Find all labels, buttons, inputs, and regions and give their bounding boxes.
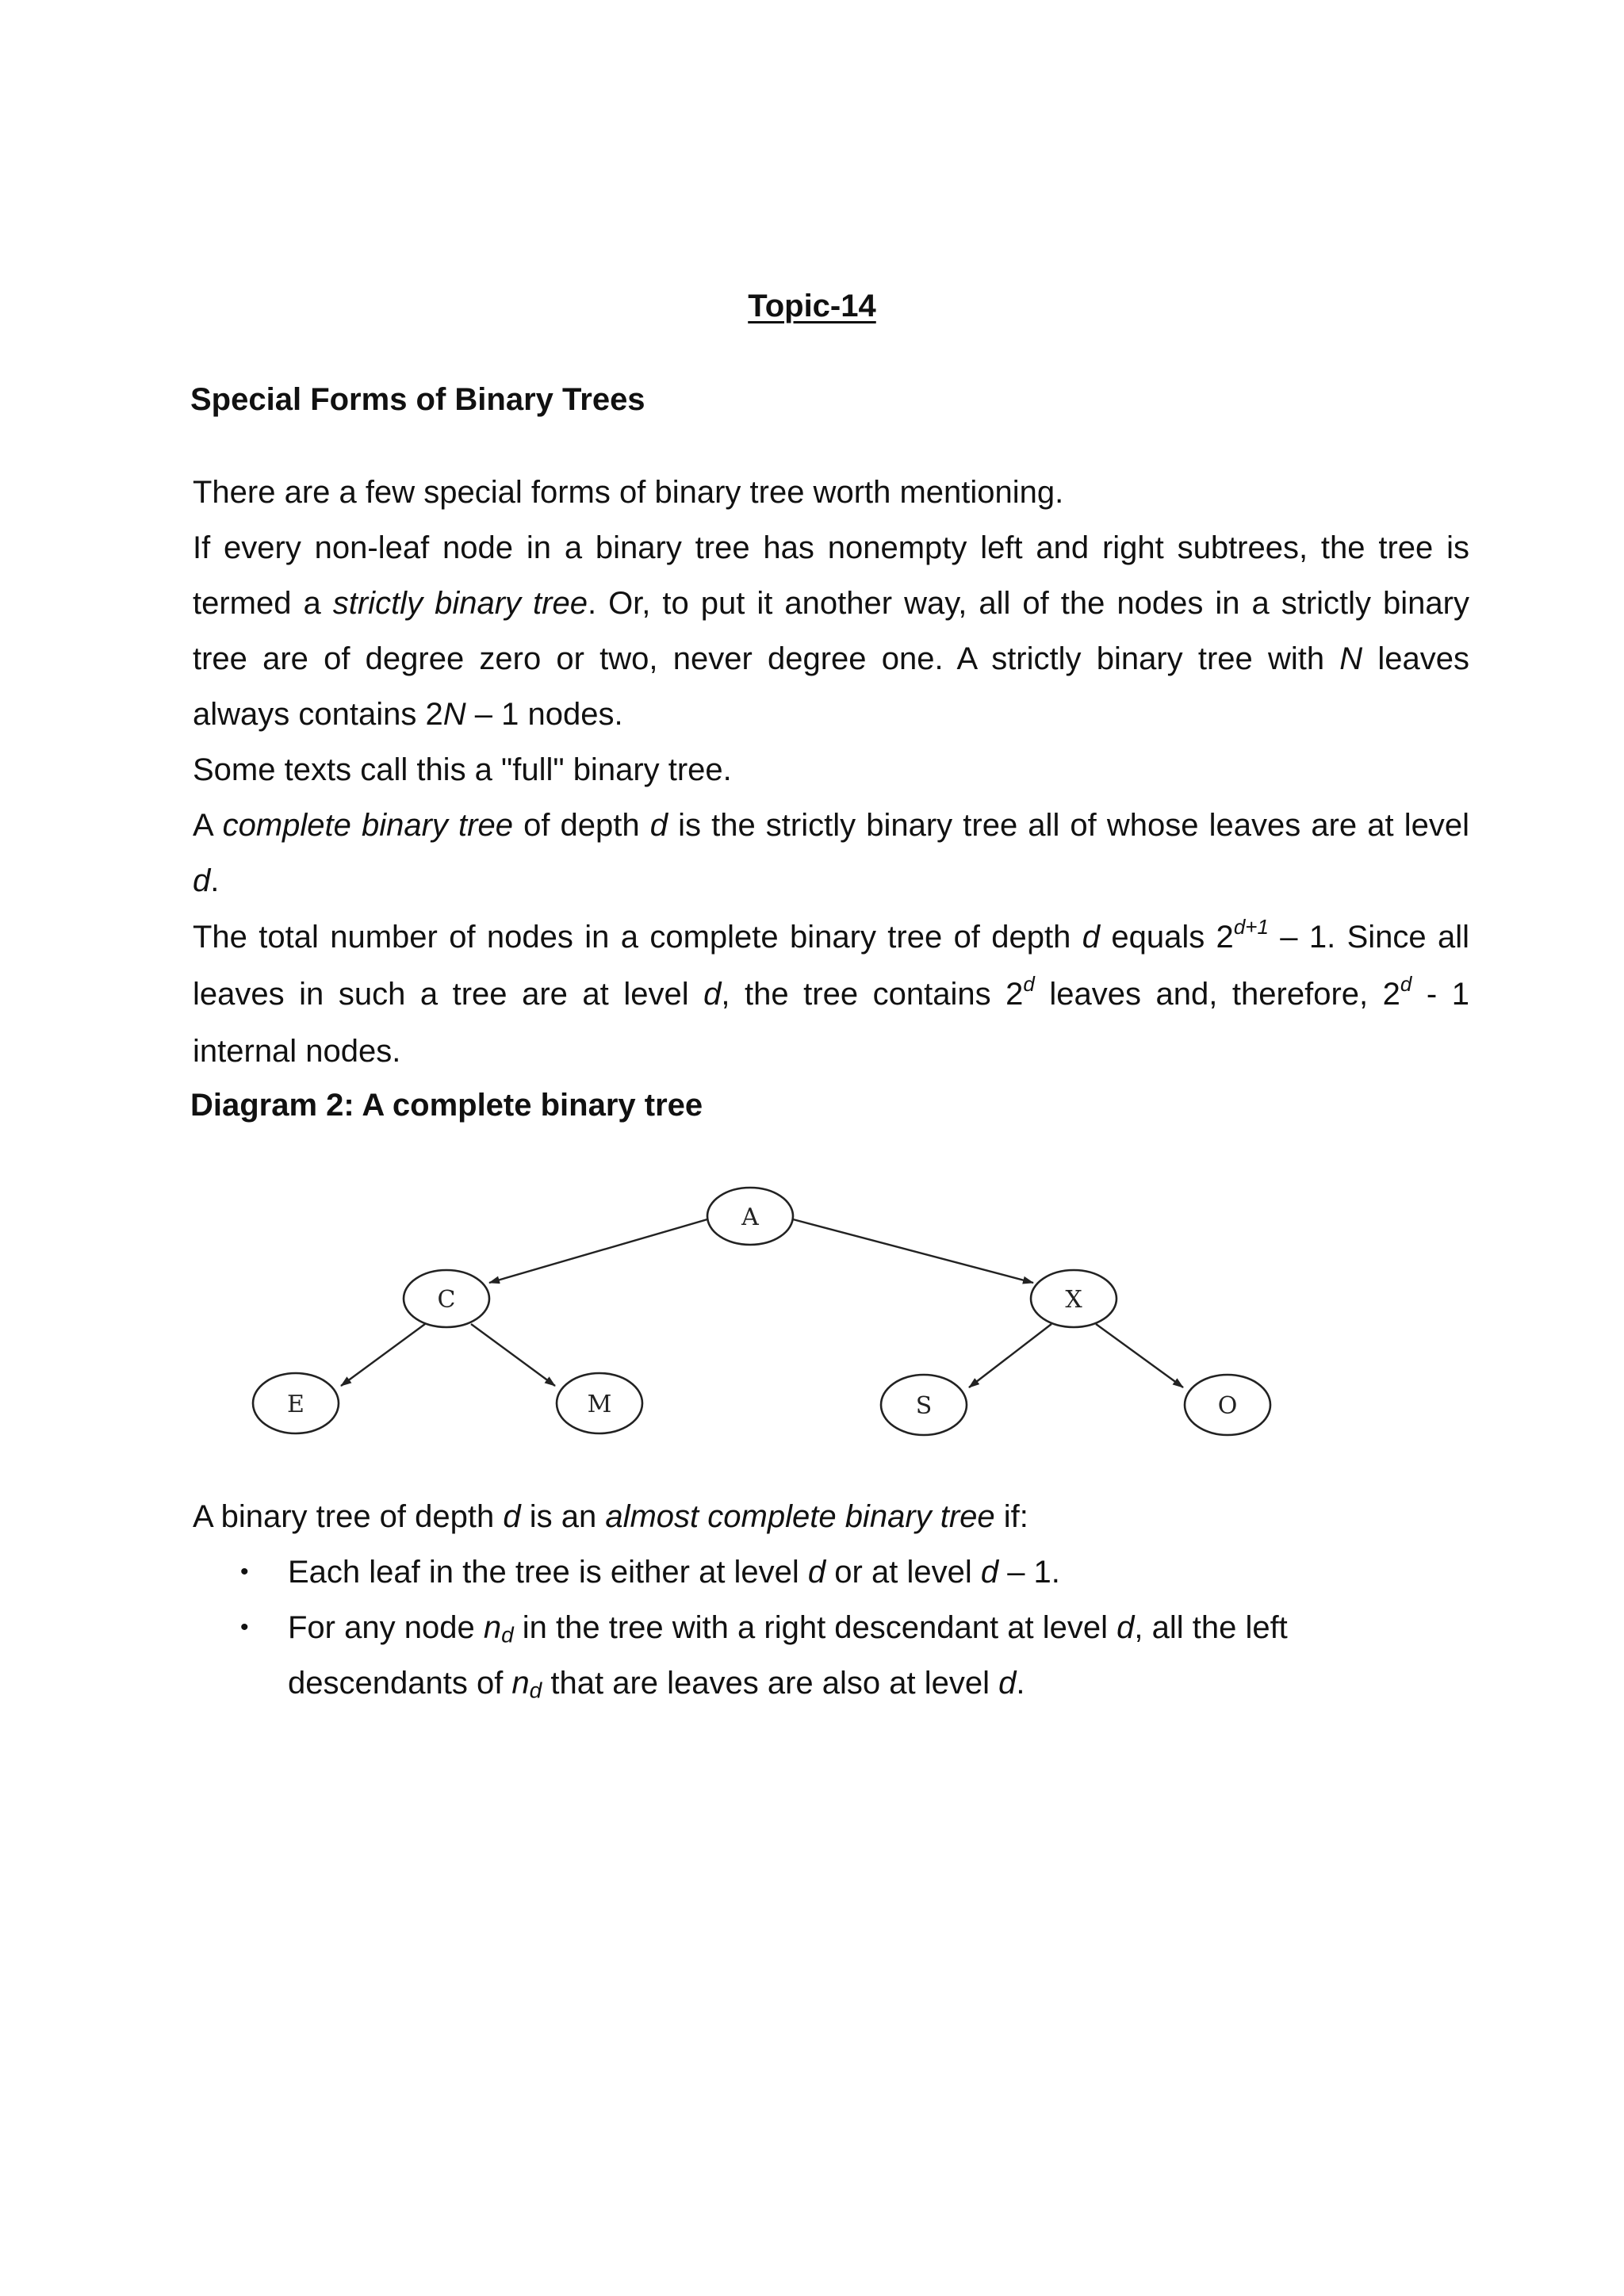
- term-complete-binary-tree: complete binary tree: [222, 808, 513, 843]
- edge-x-s: [969, 1324, 1051, 1387]
- edge-a-x: [793, 1219, 1033, 1283]
- intro-paragraph: There are a few special forms of binary tree worth mentioning.: [193, 475, 1064, 510]
- page-title: Topic-14: [748, 289, 876, 323]
- almost-complete-definition: A binary tree of depth d is an almost complete binary tree if:: [193, 1499, 1028, 1534]
- condition-list: [193, 1544, 1469, 1711]
- strict-binary-paragraph: If every non-leaf node in a binary tree has nonempty left and right subtrees, the tree is termed a strictly binary tree. Or, to put it another way, all of the nodes in a strictly binary tree are of degree zero or two, never degree one. A strictly binary tree with N leaves always contains 2N – 1 nodes.: [193, 530, 1469, 732]
- edge-c-e: [341, 1324, 425, 1386]
- full-tree-note: Some texts call this a "full" binary tree.: [193, 752, 732, 787]
- tree-node-e: [253, 1373, 339, 1433]
- bullet-icon: •: [240, 1614, 249, 1640]
- svg-text:C: C: [437, 1286, 456, 1314]
- svg-text:M: M: [587, 1391, 612, 1418]
- term-almost-complete-binary-tree: almost complete binary tree: [605, 1499, 995, 1534]
- complete-binary-tree-diagram: [0, 1158, 1624, 1459]
- edge-c-m: [471, 1324, 555, 1386]
- tree-node-x: [1031, 1270, 1116, 1327]
- edge-x-o: [1096, 1324, 1183, 1387]
- complete-tree-definition: A complete binary tree of depth d is the strictly binary tree all of whose leaves are at level d.: [193, 808, 1470, 898]
- tree-node-s: [881, 1375, 967, 1435]
- almost-complete-section: [193, 1489, 1469, 1711]
- bullet-icon: •: [240, 1559, 249, 1585]
- tree-node-o: [1185, 1375, 1270, 1435]
- svg-text:A: A: [741, 1203, 759, 1231]
- tree-node-a: [707, 1188, 793, 1245]
- edge-a-c: [489, 1219, 707, 1283]
- svg-text:E: E: [287, 1391, 304, 1418]
- diagram-caption: Diagram 2: A complete binary tree: [190, 1088, 703, 1123]
- body-text: [193, 465, 1469, 1080]
- term-strictly-binary-tree: strictly binary tree: [332, 586, 588, 621]
- section-heading: Special Forms of Binary Trees: [190, 382, 645, 417]
- tree-node-m: [557, 1373, 642, 1433]
- tree-node-c: [404, 1270, 489, 1327]
- svg-text:O: O: [1217, 1392, 1238, 1420]
- svg-text:X: X: [1065, 1286, 1082, 1314]
- complete-tree-node-count: The total number of nodes in a complete binary tree of depth d equals $2^{d+1} - 1$. Since all leaves in such a tree are at level d, the tree contains 2$^d$ leaves and, therefore, 2$^d$ - 1 internal nodes.: [193, 915, 1470, 1069]
- list-item: • Each leaf in the tree is either at level d or at level d – 1.: [193, 1544, 1469, 1600]
- svg-text:S: S: [915, 1392, 933, 1420]
- list-item: • For any node $n_d$ in the tree with a right descendant at level d, all the left descendants of $n_d$ that are leaves are also at level d.: [193, 1600, 1469, 1711]
